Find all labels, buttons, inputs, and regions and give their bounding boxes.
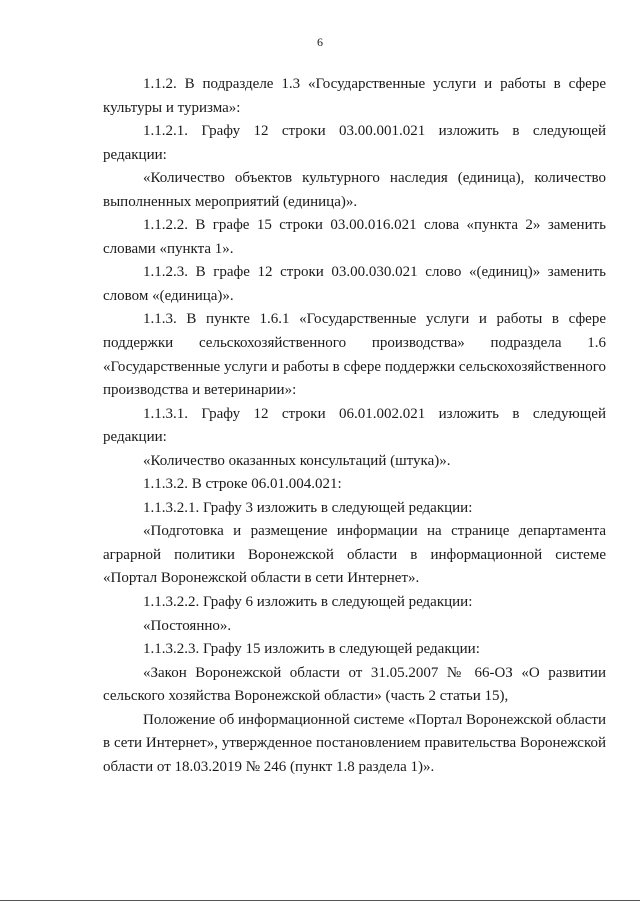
paragraph-1-1-2-2: 1.1.2.2. В графе 15 строки 03.00.016.021 слова «пункта 2» заменить словами «пункта 1». (103, 217, 606, 257)
paragraph-quote-law: «Закон Воронежской области от 31.05.2007 № 66-ОЗ «О развитии сельского хозяйства Воронежской области» (часть 2 статьи 15), (103, 664, 606, 705)
document-body (103, 73, 606, 779)
paragraph-1-1-3-2-1: 1.1.3.2.1. Графу 3 изложить в следующей редакции: (143, 499, 473, 516)
paragraph-1-1-3-2-3: 1.1.3.2.3. Графу 15 изложить в следующей редакции: (143, 641, 480, 658)
paragraph-quote-consultations: «Количество оказанных консультаций (штука)». (143, 452, 451, 469)
paragraph-1-1-2-3: 1.1.2.3. В графе 12 строки 03.00.030.021 слово «(единиц)» заменить словом «(единица)». (103, 264, 606, 304)
paragraph-quote-permanently: «Постоянно». (143, 617, 232, 634)
paragraph-1-1-2: 1.1.2. В подразделе 1.3 «Государственные услуги и работы в сфере культуры и туризма»: (103, 76, 606, 116)
paragraph-1-1-3-2-2: 1.1.3.2.2. Графу 6 изложить в следующей редакции: (143, 594, 473, 611)
paragraph-1-1-3-2: 1.1.3.2. В строке 06.01.004.021: (143, 476, 342, 493)
bottom-divider (0, 900, 640, 901)
paragraph-1-1-3-1: 1.1.3.1. Графу 12 строки 06.01.002.021 изложить в следующей редакции: (103, 405, 606, 446)
paragraph-regulation: Положение об информационной системе «Портал Воронежской области в сети Интернет», утвержденное постановлением правительства Воронежской области от 18.03.2019 № 246 (пункт 1.8 раздела 1)». (103, 711, 606, 775)
paragraph-1-1-2-1: 1.1.2.1. Графу 12 строки 03.00.001.021 изложить в следующей редакции: (103, 123, 606, 163)
paragraph-quote-preparation: «Подготовка и размещение информации на странице департамента аграрной политики Воронежской области в информационной системе «Портал Воронежской области в сети Интернет». (103, 523, 606, 587)
paragraph-quote-cultural-heritage: «Количество объектов культурного наследия (единица), количество выполненных мероприятий (единица)». (103, 170, 606, 210)
page-number: 6 (317, 35, 323, 49)
paragraph-1-1-3: 1.1.3. В пункте 1.6.1 «Государственные услуги и работы в сфере поддержки сельскохозяйственного производства» подраздела 1.6 «Государственные услуги и работы в сфере поддержки сельскохозяйственного производства и ветеринарии»: (103, 311, 606, 399)
